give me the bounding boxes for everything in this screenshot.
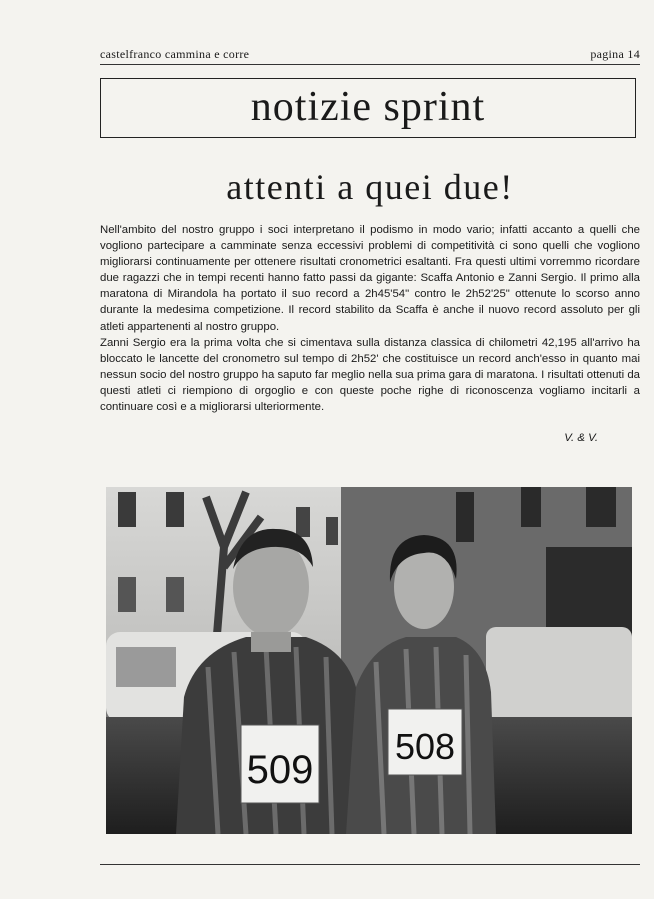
bib-right-number: 508 — [394, 726, 456, 767]
article-signature: V. & V. — [564, 432, 598, 444]
window — [118, 492, 136, 527]
window — [296, 507, 310, 537]
window — [166, 492, 184, 527]
runners-photo — [106, 487, 632, 834]
section-title: notizie sprint — [250, 84, 486, 130]
page-number: pagina 14 — [590, 47, 640, 61]
article-paragraph-1: Nell'ambito del nostro gruppo i soci interpretano il podismo in modo vario; infatti accanto a quelli che vogliono partecipare a camminate senza eccessivi problemi di competitività ci sono quelli che vogliono migliorarsi continuamente per ottenere risultati cronometrici esaltanti. Fra questi ultimi vorremmo ricordare due ragazzi che in tempi recenti hanno fatto passi da gigante: Scaffa Antonio e Zanni Sergio. Il primo alla maratona di Mirandola ha portato il suo record a 2h45'54" contro le 2h52'25" ottenute lo scorso anno durante la medesima competizione. Il record stabilito da Scaffa è anche il nuovo record assoluto per gli atleti appartenenti al nostro gruppo. — [100, 224, 640, 333]
publication-name: castelfranco cammina e corre — [100, 47, 250, 61]
car-window — [116, 647, 176, 687]
window — [456, 492, 474, 542]
bib-left — [241, 725, 319, 803]
bib-right — [388, 709, 462, 775]
footer-divider — [100, 864, 640, 865]
window — [586, 487, 616, 527]
runner-left-neck — [251, 632, 291, 652]
section-banner — [100, 78, 636, 138]
article-paragraph-2: Zanni Sergio era la prima volta che si cimentava sulla distanza classica di chilometri 42,195 all'arrivo ha bloccato le lancette del cronometro sul tempo di 2h52' che costituisce un record anch'esso in quanto mai nessun socio del nostro gruppo ha saputo far meglio nella sua prima gara di maratona. I risultati ottenuti da questi atleti ci riempiono di orgoglio e con queste poche righe di riconoscenza vogliamo incitarli a continuare così e a migliorarsi ulteriormente. — [100, 336, 640, 414]
page-header — [100, 44, 640, 62]
article-headline: attenti a quei due! — [226, 167, 514, 207]
bib-left-number: 509 — [246, 748, 314, 792]
header-divider — [100, 64, 640, 65]
window — [326, 517, 338, 545]
photo-illustration — [106, 487, 632, 834]
window — [166, 577, 184, 612]
window — [521, 487, 541, 527]
article-body — [100, 222, 640, 415]
window — [118, 577, 136, 612]
